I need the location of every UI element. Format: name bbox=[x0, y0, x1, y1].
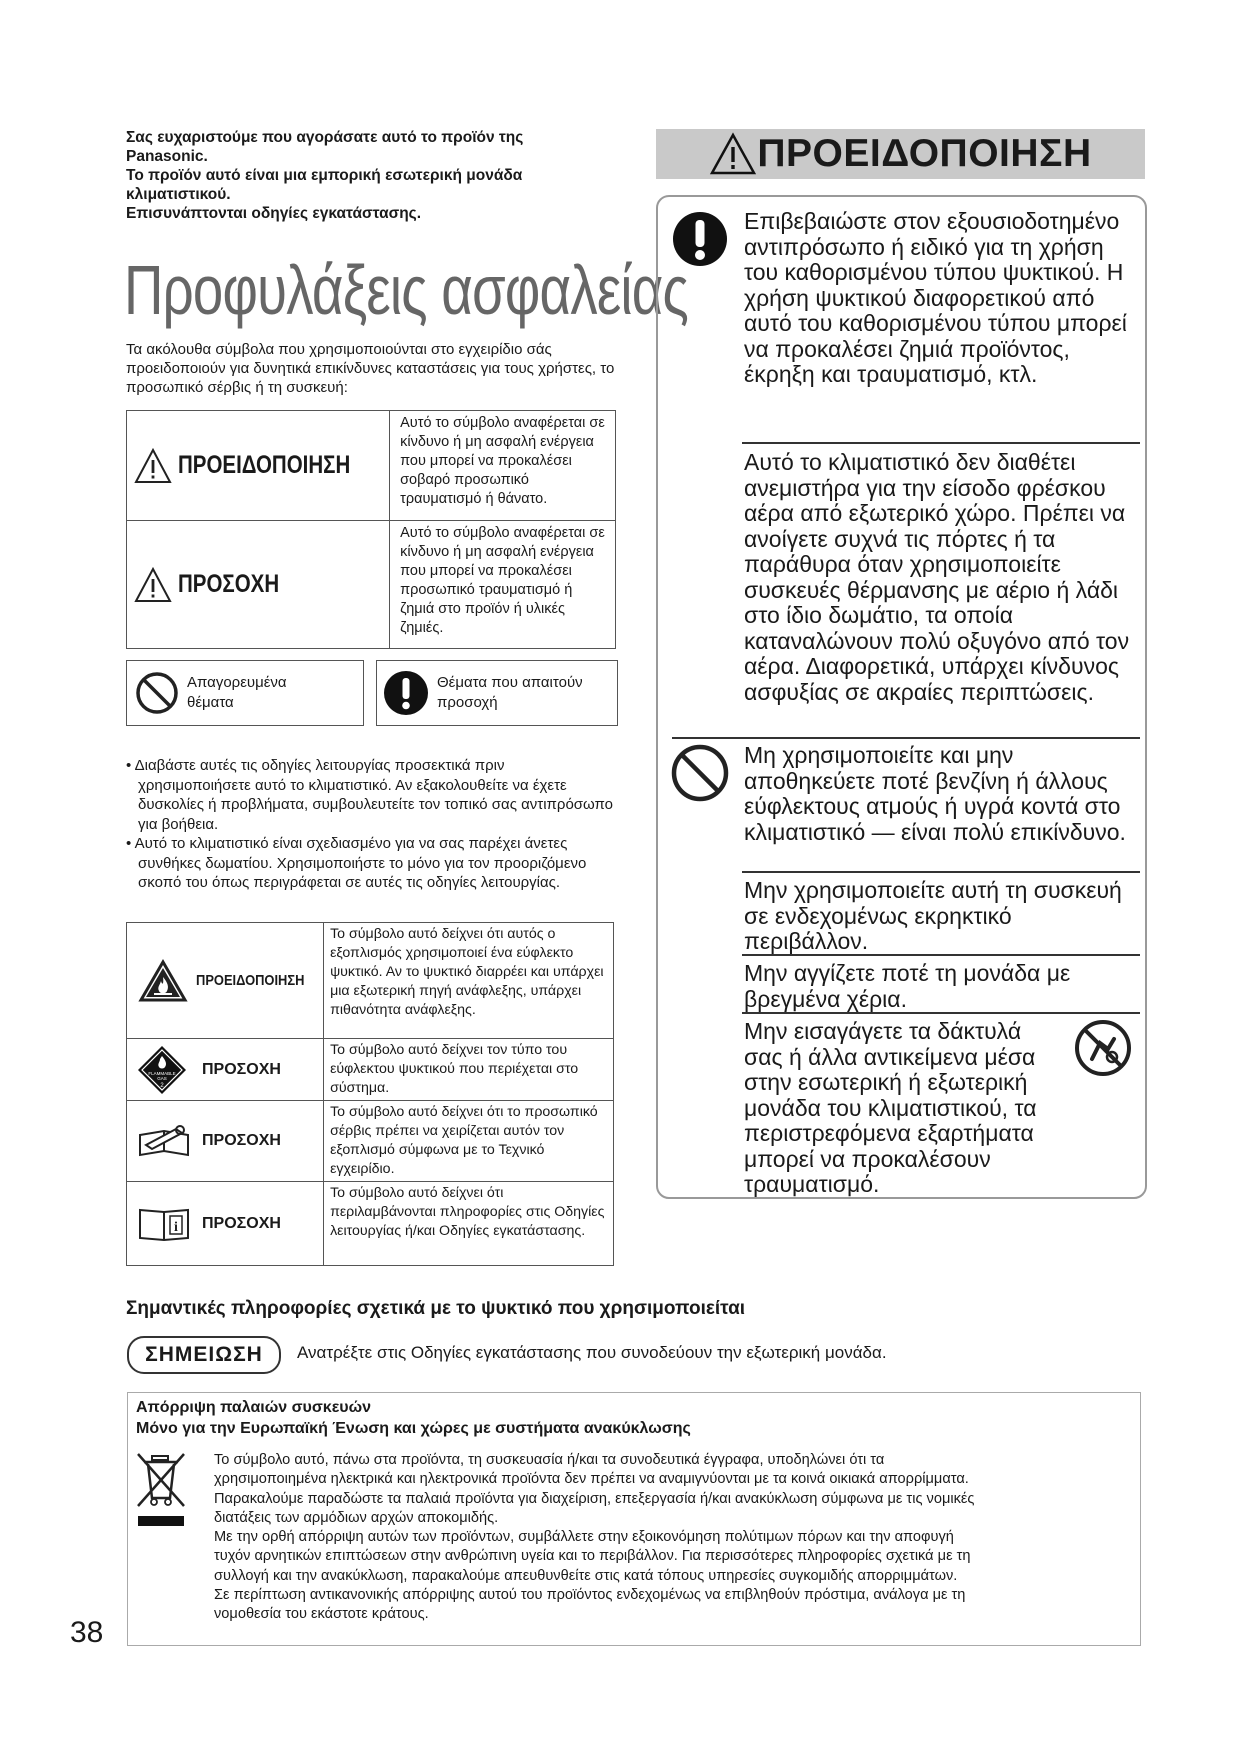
mandatory-icon bbox=[672, 211, 728, 267]
warning-item: Μη χρησιμοποιείτε και μην αποθηκεύετε ποτέ βενζίνη ή άλλους εύφλεκτους ατμούς ή υγρά κοντά στο κλιματιστικό — είναι πολύ επικίνδυνο. bbox=[744, 742, 1126, 845]
gas-type-description: Το σύμβολο αυτό δείχνει τον τύπο του εύφλεκτου ψυκτικού που περιέχεται στο σύστημα. bbox=[324, 1039, 614, 1101]
signal-word-table bbox=[126, 410, 616, 649]
divider bbox=[742, 954, 1140, 956]
flammable-gas-diamond-icon bbox=[136, 1044, 188, 1096]
warning-header bbox=[656, 129, 1145, 179]
note-badge: ΣΗΜΕΙΩΣΗ bbox=[127, 1336, 281, 1374]
refrigerant-heading: Σημαντικές πληροφορίες σχετικά με το ψυκτικό που χρησιμοποιείται bbox=[126, 1298, 746, 1319]
crossed-bin-icon bbox=[134, 1450, 190, 1530]
service-manual-icon bbox=[136, 1121, 192, 1161]
warning-description: Αυτό το σύμβολο αναφέρεται σε κίνδυνο ή μη ασφαλή ενέργεια που μπορεί να προκαλέσει σοβαρό προσωπικό τραυματισμό ή θάνατο. bbox=[390, 411, 616, 521]
no-fingers-fan-icon bbox=[1074, 1019, 1132, 1077]
prohibited-icon bbox=[670, 743, 730, 803]
disposal-text: Το σύμβολο αυτό, πάνω στα προϊόντα, τη συσκευασία ή/και τα συνοδευτικά έγγραφα, υποδηλώνει ότι τα χρησιμοποιημένα ηλεκτρικά και ηλεκτρονικά προϊόντα δεν πρέπει να αναμιγνύονται με τα κοινά οικιακά απορρίμματα. Παρακαλούμε παραδώστε τα παλαιά προϊόντα για διαχείριση, επεξεργασία ή/και ανακύκλωση σύμφωνα με τις νομικές διατάξεις των αρμόδιων αρχών αποκομιδής. Με την ορθή απόρριψη αυτών των προϊόντων, συμβάλλετε στην εξοικονόμηση πολύτιμων πόρων και την αποφυγή τυχόν αρνητικών επιπτώσεων στην ανθρώπινη υγεία και το περιβάλλον. Για περισσότερες πληροφορίες σχετικά με τη συλλογή και την ανακύκλωση, παρακαλούμε απευθυνθείτε στις κατά τόπους υπηρεσίες συγκομιδής απορριμμάτων. Σε περίπτωση αντικανονικής απόρριψης αυτού του προϊόντος ενδεχομένως να επιβληθούν πρόστιμα, ανάλογα με τη νομοθεσία του εκάστοτε κράτους. bbox=[214, 1452, 975, 1623]
prohibited-legend bbox=[126, 660, 364, 726]
prohibited-label: Απαγορευμένα θέματα bbox=[187, 674, 287, 711]
info-manual-icon bbox=[136, 1204, 192, 1244]
info-description: Το σύμβολο αυτό δείχνει ότι περιλαμβάνονται πληροφορίες στις Οδηγίες λειτουργίας ή/και Οδηγίες εγκατάστασης. bbox=[324, 1182, 614, 1266]
service-description: Το σύμβολο αυτό δείχνει ότι το προσωπικό σέρβις πρέπει να χειρίζεται αυτόν τον εξοπλισμό σύμφωνα με το Τεχνικό εγχειρίδιο. bbox=[324, 1101, 614, 1182]
intro-text bbox=[126, 128, 596, 223]
disposal-heading: Απόρριψη παλαιών συσκευών bbox=[136, 1399, 372, 1416]
symbols-intro: Τα ακόλουθα σύμβολα που χρησιμοποιούνται στο εγχειρίδιο σάς προειδοποιούν για δυνητικά επικίνδυνες καταστάσεις για τους χρήστες, το προσωπικό σέρβις ή τη συσκευή: bbox=[126, 341, 615, 396]
flammable-warning-label: ΠΡΟΕΙΔΟΠΟΙΗΣΗ bbox=[196, 972, 305, 989]
list-item: • Διαβάστε αυτές τις οδηγίες λειτουργίας προσεκτικά πριν χρησιμοποιήσετε αυτό το κλιματιστικό. Αν εξακολουθείτε να έχετε δυσκολίες ή προβλήματα, συμβουλευτείτε τον τοπικό σας αντιπρόσωπο για βοήθεια. bbox=[126, 757, 614, 833]
gas-type-label: ΠΡΟΣΟΧΗ bbox=[202, 1060, 281, 1078]
note-text: Ανατρέξτε στις Οδηγίες εγκατάστασης που συνοδεύουν την εξωτερική μονάδα. bbox=[297, 1343, 887, 1362]
svg-text:GAS: GAS bbox=[157, 1075, 167, 1081]
page-title: Προφυλάξεις ασφαλείας bbox=[124, 251, 689, 329]
warning-item: Μην αγγίζετε ποτέ τη μονάδα με βρεγμένα χέρια. bbox=[744, 960, 1071, 1012]
warning-heading: ΠΡΟΕΙΔΟΠΟΙΗΣΗ bbox=[757, 132, 1092, 175]
warning-triangle-icon bbox=[709, 132, 757, 176]
intro-line: Σας ευχαριστούμε που αγοράσατε αυτό το προϊόν της Panasonic. bbox=[126, 129, 524, 165]
flammable-warning-description: Το σύμβολο αυτό δείχνει ότι αυτός ο εξοπλισμός χρησιμοποιεί ένα εύφλεκτο ψυκτικό. Αν το ψυκτικό διαρρέει και υπάρχει μια εξωτερική πηγή ανάφλεξης, υπάρχει πιθανότητα ανάφλεξης. bbox=[324, 923, 614, 1039]
warning-triangle-icon bbox=[134, 448, 172, 484]
svg-text:i: i bbox=[174, 1219, 178, 1235]
page-number: 38 bbox=[70, 1616, 104, 1649]
svg-text:FLAMMABLE: FLAMMABLE bbox=[148, 1070, 176, 1076]
svg-text:2: 2 bbox=[160, 1082, 164, 1089]
attention-label: Θέματα που απαιτούν προσοχή bbox=[437, 674, 583, 711]
divider bbox=[672, 737, 1140, 739]
warning-item: Μην εισαγάγετε τα δάκτυλά σας ή άλλα αντικείμενα μέσα στην εσωτερική ή εξωτερική μονάδα του κλιματιστικού, τα περιστρεφόμενα εξαρτήματα μπορεί να προκαλέσουν τραυματισμό. bbox=[744, 1018, 1037, 1197]
disposal-subheading: Μόνο για την Ευρωπαϊκή Ένωση και χώρες με συστήματα ανακύκλωσης bbox=[136, 1420, 691, 1437]
refrigerant-symbol-table bbox=[126, 922, 614, 1266]
intro-line: Επισυνάπτονται οδηγίες εγκατάστασης. bbox=[126, 205, 422, 222]
divider bbox=[742, 1012, 1140, 1014]
service-label: ΠΡΟΣΟΧΗ bbox=[202, 1132, 281, 1149]
caution-label: ΠΡΟΣΟΧΗ bbox=[178, 570, 280, 598]
attention-legend bbox=[376, 660, 618, 726]
warning-item: Επιβεβαιώστε στον εξουσιοδοτημένο αντιπρόσωπο ή ειδικό για τη χρήση του καθορισμένου τύπου ψυκτικού. Η χρήση ψυκτικού διαφορετικού από αυτό του καθορισμένου τύπου μπορεί να προκαλέσει ζημιά προϊόντος, έκρηξη και τραυματισμό, κτλ. bbox=[744, 208, 1127, 387]
flammable-warning-icon bbox=[138, 959, 188, 1003]
warning-label: ΠΡΟΕΙΔΟΠΟΙΗΣΗ bbox=[178, 451, 351, 479]
list-item: • Αυτό το κλιματιστικό είναι σχεδιασμένο για να σας παρέχει άνετες συνθήκες δωματίου. Χρησιμοποιήστε το μόνο για τον προοριζόμενο σκοπό του όπως περιγράφεται σε αυτές τις οδηγίες λειτουργίας. bbox=[126, 835, 587, 891]
warning-box bbox=[656, 195, 1147, 1199]
intro-line: Το προϊόν αυτό είναι μια εμπορική εσωτερική μονάδα κλιματιστικού. bbox=[126, 167, 523, 203]
warning-item: Αυτό το κλιματιστικό δεν διαθέτει ανεμιστήρα για την είσοδο φρέσκου αέρα από εξωτερικό χώρο. Πρέπει να ανοίγετε συχνά τις πόρτες ή τα παράθυρα όταν χρησιμοποιείτε συσκευές θέρμανσης με αέριο ή λάδι στο ίδιο δωμάτιο, τα οποία καταναλώνουν πολύ οξυγόνο από τον αέρα. Διαφορετικά, υπάρχει κίνδυνος ασφυξίας σε ακραίες περιπτώσεις. bbox=[744, 449, 1130, 705]
caution-description: Αυτό το σύμβολο αναφέρεται σε κίνδυνο ή μη ασφαλή ενέργεια που μπορεί να προκαλέσει προσωπικό τραυματισμό ή ζημιά στο προϊόν ή υλικές ζημιές. bbox=[390, 521, 616, 649]
caution-triangle-icon bbox=[134, 567, 172, 603]
instructions-list bbox=[126, 756, 616, 893]
divider bbox=[742, 871, 1140, 873]
prohibited-icon bbox=[135, 671, 179, 715]
info-label: ΠΡΟΣΟΧΗ bbox=[202, 1214, 281, 1232]
exclamation-circle-icon bbox=[383, 670, 429, 716]
divider bbox=[742, 442, 1140, 444]
warning-item: Μην χρησιμοποιείτε αυτή τη συσκευή σε ενδεχομένως εκρηκτικό περιβάλλον. bbox=[744, 877, 1122, 954]
